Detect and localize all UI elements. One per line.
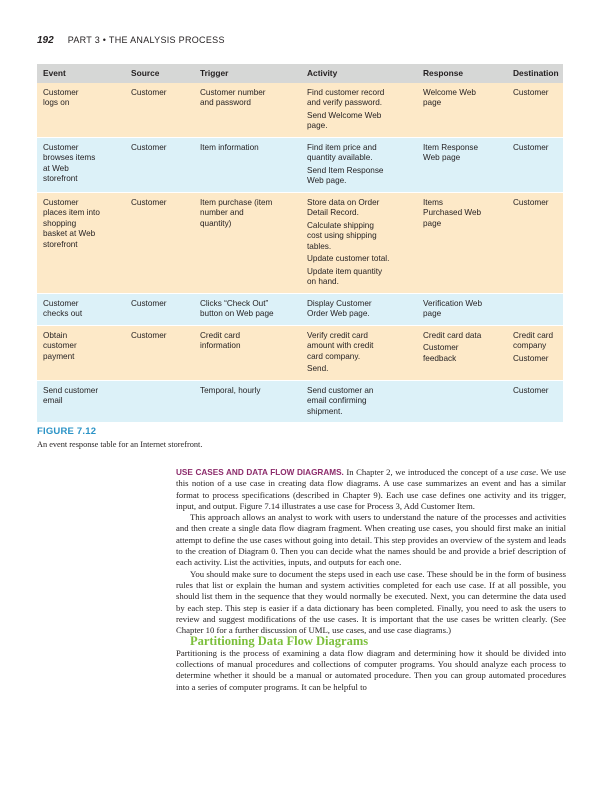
cell-activity-block — [307, 88, 411, 109]
part-label: PART 3 • THE ANALYSIS PROCESS — [67, 35, 225, 45]
cell-line: feedback — [423, 353, 457, 363]
cell-response — [417, 293, 507, 325]
cell-trigger — [194, 192, 301, 293]
cell-activity-block — [307, 198, 411, 219]
cell-line: Find item price and — [307, 142, 377, 152]
cell-line: Verification Web — [423, 298, 483, 308]
cell-destination-block — [513, 198, 557, 209]
cell-line: email confirming — [307, 396, 367, 405]
cell-line: Customer — [131, 330, 167, 340]
cell-event — [37, 137, 125, 192]
cell-source-block — [131, 143, 188, 154]
cell-line: quantity available. — [307, 153, 373, 162]
cell-line: Credit card — [513, 330, 554, 340]
cell-line: Credit card data — [423, 330, 482, 340]
cell-line: Temporal, hourly — [200, 385, 261, 395]
cell-event — [37, 192, 125, 293]
cell-activity-block — [307, 299, 411, 320]
cell-destination-block — [513, 354, 557, 365]
cell-line: Web page — [423, 153, 461, 162]
table-row — [37, 137, 563, 192]
cell-line: Item purchase (item — [200, 197, 273, 207]
figure-label: FIGURE 7.12 — [37, 426, 97, 437]
cell-destination-block — [513, 143, 557, 154]
cell-event-block — [43, 331, 119, 363]
emphasis-use-case: use case — [506, 467, 536, 477]
cell-activity-block — [307, 364, 411, 375]
cell-event — [37, 380, 125, 422]
cell-line: places item into — [43, 208, 100, 217]
cell-line: page — [423, 218, 442, 228]
cell-trigger — [194, 325, 301, 380]
cell-destination-block — [513, 386, 557, 397]
cell-trigger — [194, 83, 301, 138]
event-response-table — [37, 64, 563, 422]
cell-response — [417, 137, 507, 192]
cell-response-block — [423, 343, 501, 364]
cell-activity — [301, 83, 417, 138]
cell-line: Customer — [43, 298, 79, 308]
cell-line: Item Response — [423, 142, 479, 152]
cell-line: Customer — [513, 142, 549, 152]
cell-line: checks out — [43, 309, 83, 318]
cell-line: Display Customer — [307, 298, 372, 308]
cell-line: Update customer total. — [307, 254, 390, 263]
cell-trigger-block — [200, 88, 295, 109]
cell-line: email — [43, 396, 63, 405]
paragraph: Partitioning is the process of examining a data flow diagram and determining how it should be divided into collections of manual procedures and collections of computer programs. You should analyze each process to determine whether it should be a manual or automated procedure. Then you can group automated procedures into a series of computer programs. It can be helpful to — [176, 647, 566, 692]
cell-source — [125, 380, 194, 422]
cell-line: Customer number — [200, 87, 266, 97]
cell-activity — [301, 325, 417, 380]
cell-line: Detail Record. — [307, 208, 359, 217]
cell-event-block — [43, 198, 119, 251]
cell-activity-block — [307, 386, 411, 418]
table-body — [37, 83, 563, 423]
page-number: 192 — [37, 35, 54, 46]
cell-destination — [507, 137, 563, 192]
cell-event — [37, 83, 125, 138]
cell-destination-block — [513, 88, 557, 99]
cell-line: shopping — [43, 218, 77, 228]
cell-line: tables. — [307, 241, 332, 251]
cell-line: Web page. — [307, 176, 347, 185]
cell-line: Send Welcome Web — [307, 110, 382, 120]
cell-line: number and — [200, 208, 244, 217]
cell-activity-block — [307, 221, 411, 253]
cell-source — [125, 325, 194, 380]
cell-destination — [507, 293, 563, 325]
cell-line: payment — [43, 351, 75, 361]
cell-destination — [507, 325, 563, 380]
cell-line: page. — [307, 121, 328, 130]
cell-line: Customer — [131, 142, 167, 152]
cell-line: card company. — [307, 351, 361, 361]
cell-line: Customer — [131, 87, 167, 97]
cell-line: Customer — [513, 385, 549, 395]
cell-response — [417, 380, 507, 422]
cell-activity-block — [307, 111, 411, 132]
cell-line: Send Item Response — [307, 165, 384, 175]
cell-activity — [301, 192, 417, 293]
column-header-activity: Activity — [301, 64, 417, 83]
cell-response-block — [423, 331, 501, 342]
cell-event — [37, 293, 125, 325]
table-row — [37, 325, 563, 380]
column-header-event: Event — [37, 64, 125, 83]
cell-line: amount with credit — [307, 341, 374, 350]
cell-line: storefront — [43, 239, 78, 249]
paragraph-text: . We use this notion of a use case in creating data flow diagrams. A use case summarizes an event and has a similar format to process specifications (described in Chapter 9). Each use case defines one activity and its trigger, input, and output. Figure 7.14 illustrates a use case for Process 3, Add Customer Item. — [176, 467, 566, 511]
cell-trigger-block — [200, 299, 295, 320]
cell-activity — [301, 137, 417, 192]
cell-line: page — [423, 98, 442, 107]
cell-line: shipment. — [307, 406, 343, 416]
cell-line: Welcome Web — [423, 87, 476, 97]
cell-destination — [507, 83, 563, 138]
cell-activity-block — [307, 267, 411, 288]
cell-line: Send customer — [43, 385, 99, 395]
cell-response — [417, 192, 507, 293]
cell-line: quantity) — [200, 218, 232, 228]
cell-line: Items — [423, 197, 444, 207]
cell-line: customer — [43, 341, 77, 350]
cell-event-block — [43, 88, 119, 109]
cell-line: information — [200, 341, 241, 350]
cell-source-block — [131, 299, 188, 310]
cell-activity-block — [307, 331, 411, 363]
column-header-source: Source — [125, 64, 194, 83]
cell-response-block — [423, 88, 501, 109]
cell-line: Item information — [200, 142, 259, 152]
cell-trigger — [194, 293, 301, 325]
cell-line: Obtain — [43, 330, 68, 340]
cell-line: Customer — [513, 353, 549, 363]
cell-response-block — [423, 143, 501, 164]
cell-line: on hand. — [307, 277, 339, 286]
cell-response-block — [423, 299, 501, 320]
cell-destination — [507, 380, 563, 422]
cell-source-block — [131, 331, 188, 342]
cell-line: Store data on Order — [307, 197, 380, 207]
paragraph-text: In Chapter 2, we introduced the concept of a — [343, 467, 507, 477]
paragraph: This approach allows an analyst to work with users to understand the nature of the processes and activities and then create a single data flow diagram fragment. When creating use cases, you should first make an initial attempt to define the use cases without going into detail. This step provides an overview of the system and leads to the creation of Diagram 0. Then you can decide what the names should be and provide a brief description of each activity. List the activities, inputs, and outputs for each one. — [176, 512, 566, 568]
column-header-trigger: Trigger — [194, 64, 301, 83]
cell-line: Customer — [423, 343, 459, 352]
section-heading: Partitioning Data Flow Diagrams — [190, 634, 369, 649]
figure-caption: An event response table for an Internet storefront. — [37, 440, 203, 449]
cell-destination-block — [513, 331, 557, 352]
cell-line: Customer — [43, 87, 79, 97]
cell-source — [125, 192, 194, 293]
column-header-destination: Destination — [507, 64, 563, 83]
cell-line: Customer — [43, 197, 79, 207]
cell-line: logs on — [43, 98, 70, 107]
cell-trigger-block — [200, 386, 295, 397]
cell-event-block — [43, 386, 119, 407]
cell-line: at Web — [43, 163, 69, 173]
cell-trigger-block — [200, 198, 295, 230]
cell-line: Customer — [43, 142, 79, 152]
cell-line: Purchased Web — [423, 208, 482, 217]
cell-source-block — [131, 88, 188, 99]
column-header-response: Response — [417, 64, 507, 83]
cell-line: browses items — [43, 153, 96, 162]
cell-source — [125, 293, 194, 325]
cell-response — [417, 83, 507, 138]
cell-line: basket at Web — [43, 229, 96, 238]
cell-activity-block — [307, 254, 411, 265]
cell-line: Find customer record — [307, 87, 385, 97]
table-row — [37, 380, 563, 422]
cell-activity — [301, 293, 417, 325]
cell-destination — [507, 192, 563, 293]
cell-line: Credit card — [200, 330, 241, 340]
cell-line: Customer — [131, 298, 167, 308]
runin-heading: USE CASES AND DATA FLOW DIAGRAMS. — [176, 468, 344, 477]
cell-line: cost using shipping — [307, 231, 377, 240]
cell-line: button on Web page — [200, 309, 274, 318]
cell-response — [417, 325, 507, 380]
cell-line: Customer — [131, 197, 167, 207]
cell-source — [125, 83, 194, 138]
cell-activity — [301, 380, 417, 422]
cell-event — [37, 325, 125, 380]
cell-trigger-block — [200, 331, 295, 352]
cell-line: Send. — [307, 364, 329, 373]
cell-line: page — [423, 309, 442, 318]
cell-line: Clicks “Check Out” — [200, 298, 269, 308]
cell-source — [125, 137, 194, 192]
cell-line: and verify password. — [307, 98, 383, 107]
cell-line: and password — [200, 98, 251, 107]
cell-trigger — [194, 137, 301, 192]
table-row — [37, 293, 563, 325]
cell-response-block — [423, 198, 501, 230]
cell-trigger-block — [200, 143, 295, 154]
cell-activity-block — [307, 166, 411, 187]
table-row — [37, 83, 563, 138]
cell-source-block — [131, 198, 188, 209]
cell-line: storefront — [43, 174, 78, 183]
cell-line: company — [513, 341, 547, 350]
cell-line: Verify credit card — [307, 330, 368, 340]
cell-trigger — [194, 380, 301, 422]
cell-line: Calculate shipping — [307, 220, 374, 230]
cell-event-block — [43, 299, 119, 320]
cell-line: Customer — [513, 197, 549, 207]
cell-event-block — [43, 143, 119, 185]
cell-line: Customer — [513, 87, 549, 97]
cell-line: Update item quantity — [307, 266, 383, 276]
table-row — [37, 192, 563, 293]
cell-line: Order Web page. — [307, 309, 370, 318]
table-header-row — [37, 64, 563, 83]
cell-line: Send customer an — [307, 385, 374, 395]
cell-activity-block — [307, 143, 411, 164]
paragraph: You should make sure to document the steps used in each use case. These should be in the form of business rules that list or explain the human and system activities completed for each use case. If at all possible, you should list them in the sequence that they would normally be executed. Next, you can determine the data used by each step. This step is easier if a data dictionary has been completed. Finally, you need to ask the users to review and suggest modifications of the use cases. It is important that the use cases be written clearly. (See Chapter 10 for a further discussion of UML, use cases, and use case diagrams.) — [176, 568, 566, 636]
paragraph-use-cases — [176, 467, 566, 512]
running-head — [37, 35, 225, 46]
body-text — [176, 467, 566, 693]
